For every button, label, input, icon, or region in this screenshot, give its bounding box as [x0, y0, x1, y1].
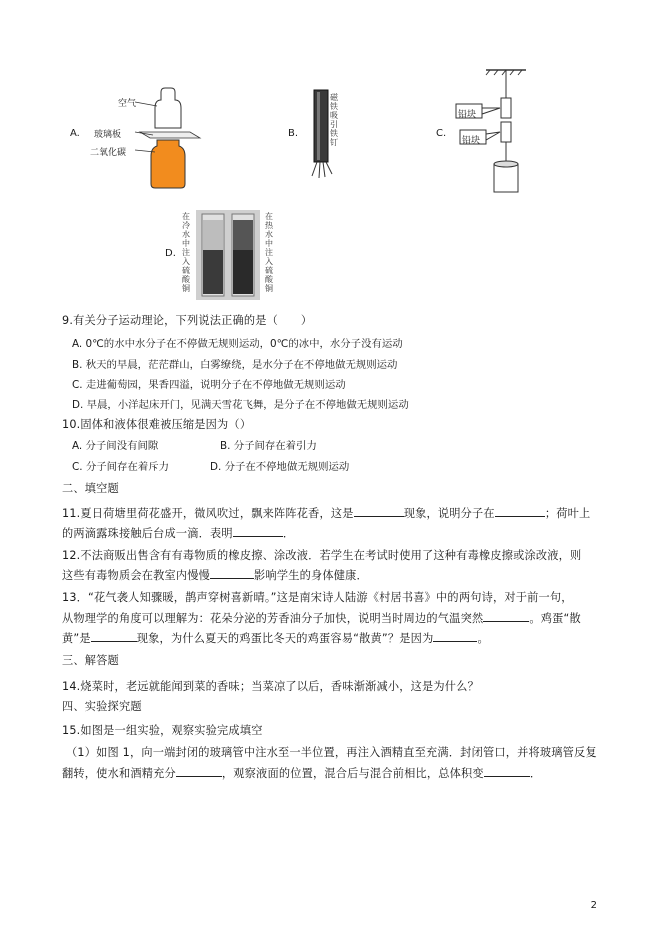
- q10-stem: 10.固体和液体很难被压缩是因为（）: [62, 418, 252, 431]
- q9-option-b: B. 秋天的早晨，茫茫群山，白雾缭绕，是水分子在不停地做无规则运动: [72, 359, 398, 371]
- q13-text-1: 从物理学的角度可以理解为：花朵分泌的芳香油分子加快，说明当时周边的气温突然: [62, 612, 484, 625]
- q11-blank-1[interactable]: [354, 506, 404, 517]
- q12-line1: 12.不法商贩出售含有有毒物质的橡皮擦、涂改液．若学生在考试时使用了这种有毒橡皮擦或涂改液，则: [62, 549, 582, 562]
- label-magnet-nails: 磁铁吸引铁钉: [330, 93, 338, 147]
- q11-line2: [62, 525, 294, 541]
- q11-text-3: ；荷叶上: [544, 507, 591, 520]
- q9-option-d: D. 早晨，小洋起床开门，见满天雪花飞舞，是分子在不停地做无规则运动: [72, 399, 409, 411]
- q10-option-a: A. 分子间没有间隙: [72, 440, 159, 452]
- q15-line2: [62, 765, 541, 781]
- q12-text-2: 影响学生的身体健康．: [254, 569, 368, 582]
- q9-stem: 9.有关分子运动理论，下列说法正确的是（ ）: [62, 314, 313, 327]
- q13-blank-3[interactable]: [433, 631, 477, 642]
- label-glass-plate: 玻璃板: [94, 130, 122, 140]
- q12-blank-1[interactable]: [210, 568, 254, 579]
- label-co2: 二氧化碳: [90, 148, 127, 158]
- label-hot-water: 在热水中注入硫酸铜: [265, 212, 273, 293]
- option-b-letter: B.: [288, 128, 299, 139]
- q15-blank-1[interactable]: [176, 766, 222, 777]
- q15-text-3: ．: [529, 767, 542, 780]
- q13-text-4: 现象，为什么夏天的鸡蛋比冬天的鸡蛋容易“散黄”？是因为: [136, 632, 434, 645]
- q15-blank-2[interactable]: [484, 766, 530, 777]
- option-d-letter: D.: [165, 248, 176, 259]
- q11-text-1: 11.夏日荷塘里荷花盛开，微风吹过，飘来阵阵花香，这是: [62, 507, 354, 520]
- label-cold-water: 在冷水中注入硫酸铜: [182, 212, 190, 293]
- q11-blank-3[interactable]: [233, 526, 283, 537]
- q13-text-3: 黄”是: [62, 632, 91, 645]
- q11-text-2: 现象，说明分子在: [403, 507, 495, 520]
- q13-blank-1[interactable]: [483, 611, 529, 622]
- q12-line2: [62, 567, 368, 583]
- section-answer: 三、解答题: [62, 654, 119, 667]
- label-lead-block-top: 铅块: [458, 110, 477, 120]
- label-lead-block-bottom: 铅块: [462, 136, 481, 146]
- q11-blank-2[interactable]: [495, 506, 545, 517]
- q15-stem: 15.如图是一组实验，观察实验完成填空: [62, 724, 263, 737]
- q14-text: 14.烧菜时，老远就能闻到菜的香味；当菜凉了以后，香味渐渐减小，这是为什么？: [62, 680, 479, 693]
- section-experiment: 四、实验探究题: [62, 700, 142, 713]
- figure-c-lead-blocks: [452, 66, 538, 196]
- q10-option-c: C. 分子间存在着斥力: [72, 461, 169, 473]
- q9-option-c: C. 走进葡萄园，果香四溢，说明分子在不停地做无规则运动: [72, 379, 346, 391]
- q10-option-d: D. 分子在不停地做无规则运动: [210, 461, 350, 473]
- option-a-letter: A.: [70, 128, 80, 139]
- figure-d-diffusion-photo: [196, 210, 260, 300]
- q15-text-2: ，观察液面的位置，混合后与混合前相比，总体积变: [221, 767, 484, 780]
- label-air: 空气: [118, 99, 137, 109]
- q13-text-2: 。鸡蛋“散: [529, 612, 581, 625]
- q9-option-a: A. 0℃的水中水分子在不停做无规则运动，0℃的冰中，水分子没有运动: [72, 338, 403, 350]
- q11-line1: [62, 505, 590, 521]
- q11-text-4: 的两滴露珠接触后台成一滴．表明: [62, 527, 233, 540]
- q15-line1: （1）如图 1，向一端封闭的玻璃管中注水至一半位置，再注入酒精直至充满．封闭管口，并将玻璃管反复: [66, 746, 597, 759]
- q15-text-1: 翻转，使水和酒精充分: [62, 767, 176, 780]
- q10-option-b: B. 分子间存在着引力: [220, 440, 317, 452]
- q13-line2: [62, 610, 581, 626]
- q13-blank-2[interactable]: [91, 631, 137, 642]
- section-fill-in: 二、填空题: [62, 482, 119, 495]
- q13-text-5: 。: [477, 632, 489, 645]
- q11-text-5: ．: [282, 527, 295, 540]
- page-number: 2: [590, 900, 597, 911]
- q13-line1: 13．“花气袭人知骤暖，鹊声穿树喜新晴。”这是南宋诗人陆游《村居书喜》中的两句诗，对于前一句，: [62, 591, 573, 604]
- q12-text-1: 这些有毒物质会在教室内慢慢: [62, 569, 211, 582]
- option-c-letter: C.: [436, 128, 447, 139]
- q13-line3: [62, 630, 489, 646]
